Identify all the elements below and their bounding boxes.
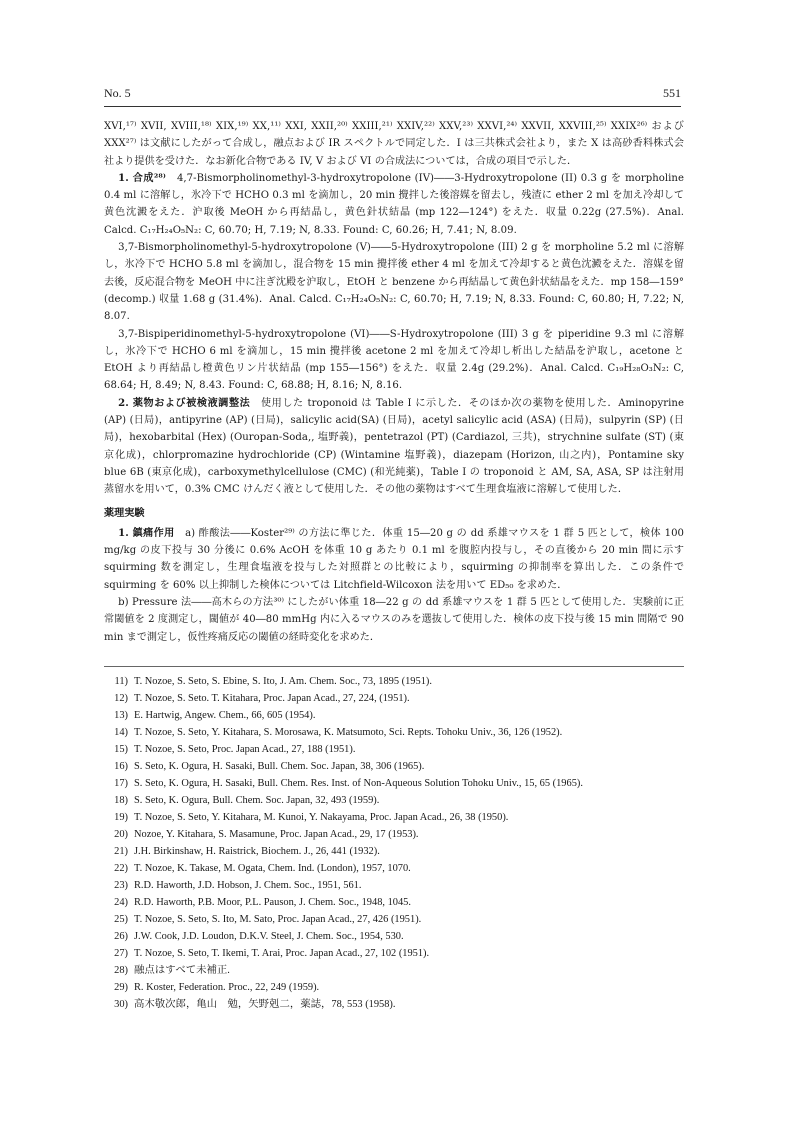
drugs-heading: 2. 薬物および被検液調整法 bbox=[118, 397, 251, 409]
reference-item bbox=[104, 928, 684, 945]
footnote-separator bbox=[104, 666, 684, 667]
reference-item bbox=[104, 741, 684, 758]
reference-item bbox=[104, 894, 684, 911]
reference-number: 20) bbox=[114, 829, 128, 840]
reference-item bbox=[104, 877, 684, 894]
page-number: 551 bbox=[663, 86, 681, 100]
reference-text: R. Koster, Federation. Proc., 22, 249 (1959). bbox=[134, 982, 320, 993]
reference-item bbox=[104, 911, 684, 928]
reference-text: T. Nozoe, K. Takase, M. Ogata, Chem. Ind. (London), 1957, 1070. bbox=[134, 863, 411, 874]
reference-number: 26) bbox=[114, 931, 128, 942]
reference-number: 29) bbox=[114, 982, 128, 993]
analgesic-heading: 1. 鎮痛作用 bbox=[118, 527, 175, 539]
reference-item bbox=[104, 843, 684, 860]
reference-number: 27) bbox=[114, 948, 128, 959]
reference-text: J.W. Cook, J.D. Loudon, D.K.V. Steel, J. Chem. Soc., 1954, 530. bbox=[134, 931, 404, 942]
reference-text: T. Nozoe, S. Seto, Y. Kitahara, S. Morosawa, K. Matsumoto, Sci. Repts. Tohoku Univ., 36, 126 (1952). bbox=[134, 727, 563, 738]
page-header bbox=[104, 86, 681, 102]
reference-number: 11) bbox=[114, 676, 128, 687]
reference-text: T. Nozoe, S. Seto, S. Ebine, S. Ito, J. Am. Chem. Soc., 73, 1895 (1951). bbox=[134, 676, 432, 687]
reference-item bbox=[104, 775, 684, 792]
reference-item bbox=[104, 979, 684, 996]
intro-paragraph: XVI,¹⁷⁾ XVII, XVIII,¹⁸⁾ XIX,¹⁹⁾ XX,¹¹⁾ XXI, XXII,²⁰⁾ XXIII,²¹⁾ XXIV,²²⁾ XXV,²³⁾ XXVI,²⁴⁾ XXVII, XXVIII,²⁵⁾ XXIX²⁶⁾ および XXX²⁷⁾ は文献にしたがって合成し，融点および IR スペクトルで同定した．I は三共株式会社より，また X は高砂香料株式会社より提供を受けた．なお新化合物である IV, V および VI の合成法については，合成の項目で示した． bbox=[104, 121, 684, 167]
reference-text: T. Nozoe, S. Seto, Proc. Japan Acad., 27, 188 (1951). bbox=[134, 744, 356, 755]
reference-number: 15) bbox=[114, 744, 128, 755]
reference-number: 30) bbox=[114, 999, 128, 1010]
reference-number: 14) bbox=[114, 727, 128, 738]
reference-number: 23) bbox=[114, 880, 128, 891]
reference-item bbox=[104, 809, 684, 826]
reference-text: T. Nozoe, S. Seto. T. Kitahara, Proc. Japan Acad., 27, 224, (1951). bbox=[134, 693, 410, 704]
synthesis-heading: 1. 合成²⁸⁾ bbox=[118, 172, 166, 184]
drugs-text: 使用した troponoid は Table I に示した．そのほか次の薬物を使用した．Aminopyrine (AP) (日局)，antipyrine (AP) (日局)，salicylic acid(SA) (日局)，acetyl salicylic acid (ASA) (日局)，sulpyrin (SP) (日局)，hexobarbital (Hex) (Ouropan-Soda,, 塩野義)，pentetrazol (PT) (Cardiazol, 三共)，strychnine sulfate (ST) (東京化成)，chlorpromazine hydrochloride (CP) (Wintamine 塩野義)，diazepam (Horizon, 山之内)，Pontamine sky blue 6B (東京化成)，carboxymethylcellulose (CMC) (和光純薬)，Table I の troponoid と AM, SA, ASA, SP は注射用蒸留水を用いて，0.3% CMC けんだく液として使用した．その他の薬物はすべて生理食塩液に溶解して使用した． bbox=[104, 397, 684, 496]
reference-text: J.H. Birkinshaw, H. Raistrick, Biochem. J., 26, 441 (1932). bbox=[134, 846, 380, 857]
reference-item bbox=[104, 724, 684, 741]
reference-text: R.D. Haworth, J.D. Hobson, J. Chem. Soc., 1951, 561. bbox=[134, 880, 362, 891]
reference-text: S. Seto, K. Ogura, H. Sasaki, Bull. Chem. Soc. Japan, 38, 306 (1965). bbox=[134, 761, 425, 772]
reference-item bbox=[104, 673, 684, 690]
reference-text: T. Nozoe, S. Seto, Y. Kitahara, M. Kunoi, Y. Nakayama, Proc. Japan Acad., 26, 38 (1950). bbox=[134, 812, 509, 823]
analgesic-a-text: a) 酢酸法――Koster²⁹⁾ の方法に準じた．体重 15―20 g の dd 系雄マウスを 1 群 5 匹として，検体 100 mg/kg の皮下投与 30 分後に 0.6% AcOH を体重 10 g あたり 0.1 ml を腹腔内投与し，その直後から 20 min 間に示す squirming 数を測定し，生理食塩液を投与した対照群との比較により，squirming の抑制率を算出した．この条件で squirming を 60% 以上抑制した検体については Litchfield-Wilcoxon 法を用いて ED₅₀ を求めた． bbox=[104, 527, 684, 591]
reference-number: 18) bbox=[114, 795, 128, 806]
reference-text: 高木敬次郎，亀山 勉，矢野剋二，薬誌，78, 553 (1958). bbox=[134, 999, 396, 1010]
reference-text: Nozoe, Y. Kitahara, S. Masamune, Proc. Japan Acad., 29, 17 (1953). bbox=[134, 829, 419, 840]
reference-text: T. Nozoe, S. Seto, T. Ikemi, T. Arai, Proc. Japan Acad., 27, 102 (1951). bbox=[134, 948, 430, 959]
reference-text: R.D. Haworth, P.B. Moor, P.L. Pauson, J. Chem. Soc., 1948, 1045. bbox=[134, 897, 411, 908]
reference-number: 25) bbox=[114, 914, 128, 925]
pharmacology-heading: 薬理実験 bbox=[104, 507, 145, 519]
reference-number: 24) bbox=[114, 897, 128, 908]
main-body bbox=[104, 118, 684, 646]
synthesis-iv-text: 4,7-Bismorpholinomethyl-3-hydroxytropolone (IV)――3-Hydroxytropolone (II) 0.3 g を morpholine 0.4 ml に溶解し，氷冷下で HCHO 0.3 ml を滴加し，20 min 攪拌した後溶媒を留去し，残渣に ether 2 ml を加え冷却して黄色沈澱をえた．沪取後 MeOH から再結晶し，黄色針状結晶 (mp 122―124°) をえた．収量 0.22g (27.5%)．Anal. Calcd. C₁₇H₂₄O₅N₂: C, 60.70; H, 7.19; N, 8.33. Found: C, 60.26; H, 7.41; N, 8.09. bbox=[104, 172, 684, 236]
reference-item bbox=[104, 826, 684, 843]
reference-text: 融点はすべて未補正. bbox=[134, 965, 230, 976]
reference-item bbox=[104, 860, 684, 877]
reference-text: S. Seto, K. Ogura, H. Sasaki, Bull. Chem. Res. Inst. of Non-Aqueous Solution Tohoku Univ., 15, 65 (1965). bbox=[134, 778, 583, 789]
synthesis-section bbox=[104, 170, 684, 239]
reference-number: 28) bbox=[114, 965, 128, 976]
analgesic-section bbox=[104, 525, 684, 594]
header-rule bbox=[104, 106, 681, 107]
reference-list bbox=[104, 673, 684, 1013]
reference-item bbox=[104, 707, 684, 724]
reference-text: E. Hartwig, Angew. Chem., 66, 605 (1954). bbox=[134, 710, 316, 721]
issue-number: No. 5 bbox=[104, 86, 131, 100]
reference-number: 16) bbox=[114, 761, 128, 772]
reference-item bbox=[104, 945, 684, 962]
reference-item bbox=[104, 758, 684, 775]
reference-number: 13) bbox=[114, 710, 128, 721]
reference-number: 17) bbox=[114, 778, 128, 789]
synthesis-vi-paragraph: 3,7-Bispiperidinomethyl-5-hydroxytropolone (VI)――S-Hydroxytropolone (III) 3 g を piperidine 9.3 ml に溶解し，氷冷下で HCHO 6 ml を滴加し，15 min 攪拌後 acetone 2 ml を加えて冷却し析出した結晶を沪取し，acetone と EtOH より再結晶し橙黄色リン片状結晶 (mp 155―156°) をえた．収量 2.4g (29.2%)．Anal. Calcd. C₁₉H₂₈O₃N₂: C, 68.64; H, 8.49; N, 8.43. Found: C, 68.88; H, 8.16; N, 8.16. bbox=[104, 328, 684, 392]
reference-text: S. Seto, K. Ogura, Bull. Chem. Soc. Japan, 32, 493 (1959). bbox=[134, 795, 380, 806]
reference-number: 19) bbox=[114, 812, 128, 823]
reference-text: T. Nozoe, S. Seto, S. Ito, M. Sato, Proc. Japan Acad., 27, 426 (1951). bbox=[134, 914, 422, 925]
reference-number: 21) bbox=[114, 846, 128, 857]
analgesic-b-paragraph: b) Pressure 法――高木らの方法³⁰⁾ にしたがい体重 18―22 g の dd 系雄マウスを 1 群 5 匹として使用した．実験前に正常閾値を 2 度測定し，閾値が 40―80 mmHg 内に入るマウスのみを選抜して使用した．検体の皮下投与後 15 min 間隔で 90 min まで測定し，仮性疼痛反応の閾値の経時変化を求めた． bbox=[104, 597, 684, 643]
drugs-section bbox=[104, 395, 684, 499]
reference-item bbox=[104, 792, 684, 809]
reference-item bbox=[104, 996, 684, 1013]
reference-number: 12) bbox=[114, 693, 128, 704]
reference-item bbox=[104, 962, 684, 979]
reference-number: 22) bbox=[114, 863, 128, 874]
synthesis-v-paragraph: 3,7-Bismorpholinomethyl-5-hydroxytropolone (V)――5-Hydroxytropolone (III) 2 g を morpholine 5.2 ml に溶解し，氷冷下で HCHO 5.8 ml を滴加し，混合物を 15 min 攪拌後 ether 4 ml を加えて冷却すると黄色沈澱をえた．溶媒を留去後，反応混合物を MeOH 中に注ぎ沈殿を沪取し，EtOH と benzene から再結晶して黄色針状結晶をえた．mp 158―159° (decomp.) 収量 1.68 g (31.4%)．Anal. Calcd. C₁₇H₂₄O₅N₂: C, 60.70; H, 7.19; N, 8.33. Found: C, 60.80; H, 7.22; N, 8.07. bbox=[104, 242, 684, 323]
reference-item bbox=[104, 690, 684, 707]
